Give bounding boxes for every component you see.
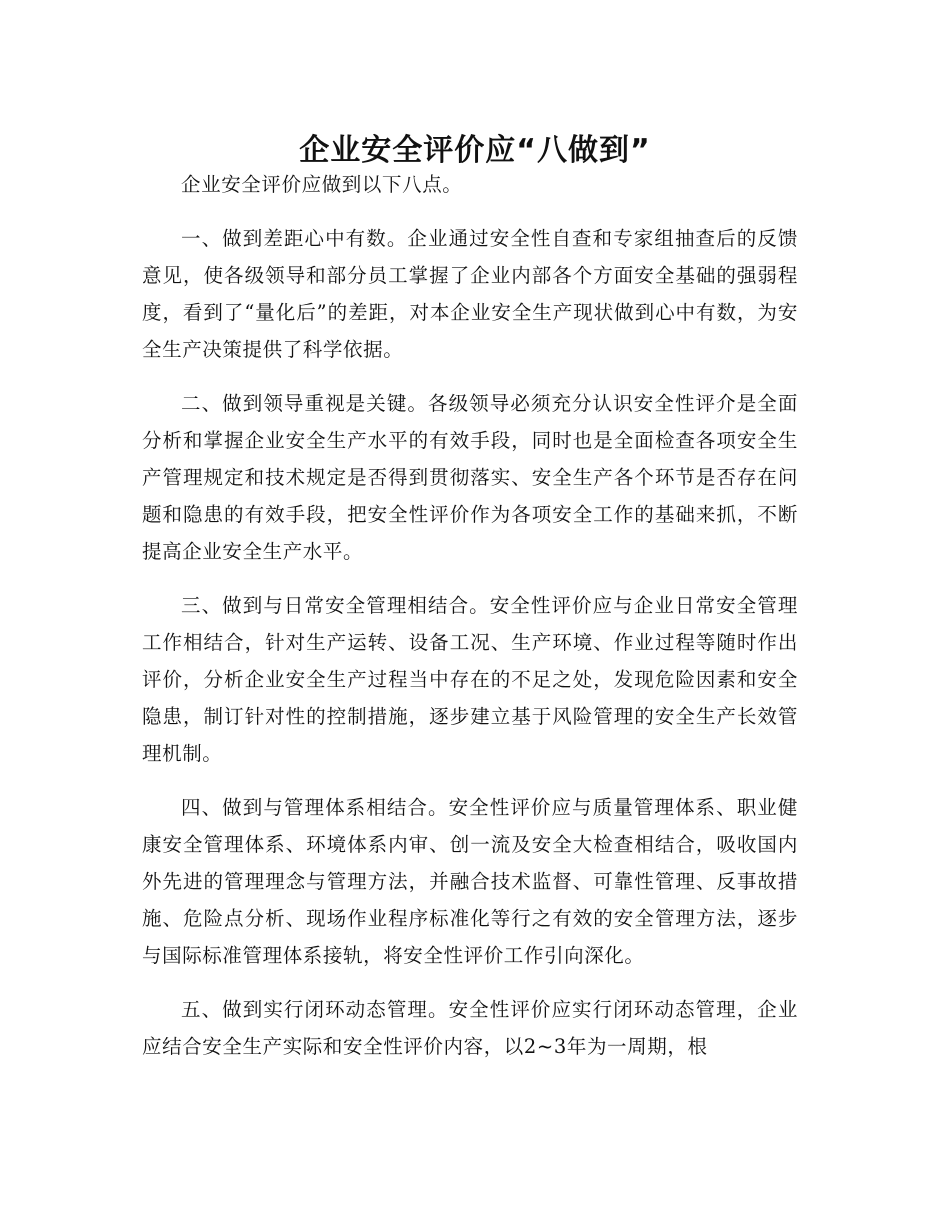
document-title: 企业安全评价应“八做到” bbox=[299, 133, 651, 169]
paragraph-1: 一、做到差距心中有数。企业通过安全性自查和专家组抽查后的反馈意见，使各级领导和部分员工掌握了企业内部各个方面安全基础的强弱程度，看到了“量化后”的差距，对本企业安全生产现状做到心中有数，为安全生产决策提供了科学依据。 bbox=[142, 227, 798, 361]
paragraph-intro: 企业安全评价应做到以下八点。 bbox=[181, 173, 463, 196]
document-body bbox=[142, 166, 798, 1082]
paragraph-3: 三、做到与日常安全管理相结合。安全性评价应与企业日常安全管理工作相结合，针对生产运转、设备工况、生产环境、作业过程等随时作出评价，分析企业安全生产过程当中存在的不足之处，发现危险因素和安全隐患，制订针对性的控制措施，逐步建立基于风险管理的安全生产长效管理机制。 bbox=[142, 594, 798, 765]
paragraph-5: 五、做到实行闭环动态管理。安全性评价应实行闭环动态管理，企业应结合安全生产实际和安全性评价内容，以2~3年为一周期，根 bbox=[142, 998, 798, 1058]
paragraph-2: 二、做到领导重视是关键。各级领导必须充分认识安全性评介是全面分析和掌握企业安全生产水平的有效手段，同时也是全面检查各项安全生产管理规定和技术规定是否得到贯彻落实、安全生产各个环节是否存在问题和隐患的有效手段，把安全性评价作为各项安全工作的基础来抓，不断提高企业安全生产水平。 bbox=[142, 392, 798, 563]
paragraph-4: 四、做到与管理体系相结合。安全性评价应与质量管理体系、职业健康安全管理体系、环境体系内审、创一流及安全大检查相结合，吸收国内外先进的管理理念与管理方法，并融合技术监督、可靠性管理、反事故措施、危险点分析、现场作业程序标准化等行之有效的安全管理方法，逐步与国际标准管理体系接轨，将安全性评价工作引向深化。 bbox=[142, 796, 798, 967]
